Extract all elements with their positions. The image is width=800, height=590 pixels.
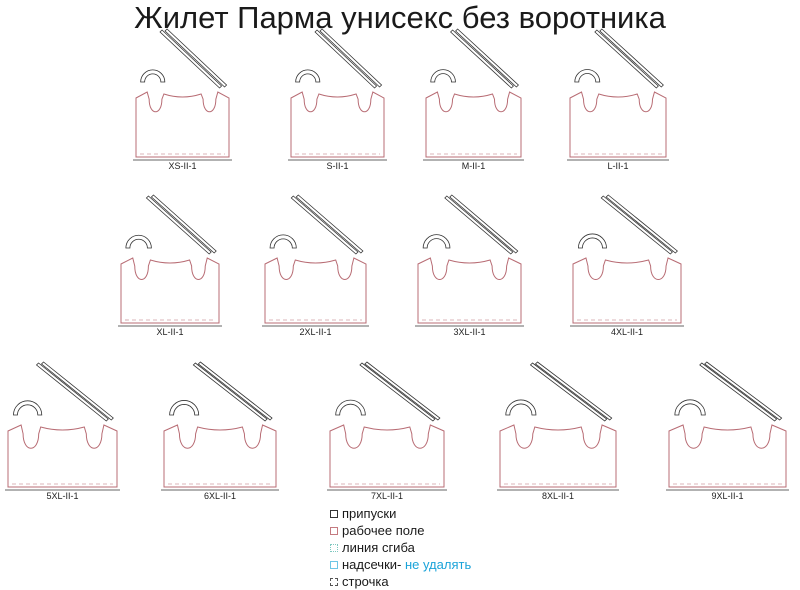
piece-label: 3XL-II-1 — [453, 327, 486, 337]
binding-strip — [595, 30, 658, 88]
binding-strip — [700, 363, 777, 421]
binding-strip — [160, 30, 222, 88]
binding-strip — [315, 30, 377, 88]
piece-label: M-II-1 — [461, 161, 486, 171]
page-title: Жилет Парма унисекс без воротника — [134, 0, 666, 35]
neck-facing-piece — [675, 400, 705, 415]
legend — [330, 505, 471, 590]
vest-bodice-outline — [291, 92, 384, 157]
vest-bodice-outline — [164, 425, 276, 487]
binding-strip — [445, 196, 513, 254]
vest-piece — [133, 29, 232, 171]
vest-piece — [415, 195, 524, 337]
vest-piece — [497, 362, 619, 501]
piece-label: 6XL-II-1 — [203, 491, 237, 501]
neck-facing-piece — [336, 400, 366, 415]
neck-facing-piece — [431, 70, 456, 82]
piece-label: L-II-1 — [607, 161, 629, 171]
legend-label: линия сгиба — [342, 540, 415, 555]
vest-bodice-outline — [418, 258, 521, 323]
binding-strip — [456, 29, 519, 87]
vest-bodice-outline — [136, 92, 229, 157]
neck-facing-piece — [423, 235, 450, 248]
piece-label: S-II-1 — [326, 161, 349, 171]
piece-label: 4XL-II-1 — [610, 327, 644, 337]
legend-item — [330, 522, 471, 539]
vest-bodice-outline — [570, 92, 666, 157]
binding-strip — [37, 363, 109, 421]
neck-facing-piece — [170, 400, 199, 415]
legend-item — [330, 539, 471, 556]
piece-label: XS-II-1 — [168, 161, 197, 171]
vest-piece — [5, 362, 120, 501]
binding-strip — [705, 362, 782, 420]
legend-label: припуски — [342, 506, 397, 521]
vest-piece — [567, 29, 669, 171]
legend-label: надсечки- — [342, 557, 405, 572]
piece-label: 8XL-II-1 — [541, 491, 575, 501]
neck-facing-piece — [13, 401, 41, 415]
vest-piece — [288, 29, 387, 171]
binding-strip — [165, 29, 227, 87]
vest-bodice-outline — [669, 425, 786, 487]
binding-strip — [365, 362, 440, 420]
binding-strip — [451, 30, 514, 88]
neck-facing-piece — [126, 235, 151, 248]
binding-strip — [535, 362, 611, 420]
legend-label: строчка — [342, 574, 389, 589]
neck-facing-piece — [141, 70, 165, 82]
swatch-notches — [330, 561, 338, 569]
binding-strip — [360, 363, 435, 421]
binding-strip — [606, 195, 677, 253]
vest-bodice-outline — [121, 258, 219, 323]
vest-bodice-outline — [500, 425, 616, 487]
binding-strip — [450, 195, 518, 253]
swatch-fold-line — [330, 544, 338, 552]
vest-bodice-outline — [330, 425, 444, 487]
piece-label: 2XL-II-1 — [299, 327, 332, 337]
binding-strip — [296, 195, 363, 253]
binding-strip — [151, 195, 216, 253]
vest-piece — [118, 195, 222, 337]
vest-bodice-outline — [426, 92, 521, 157]
swatch-work-area — [330, 527, 338, 535]
piece-label: 5XL-II-1 — [46, 491, 79, 501]
swatch-allowance — [330, 510, 338, 518]
vest-piece — [161, 362, 279, 501]
legend-accent: не удалять — [404, 557, 472, 572]
vest-bodice-outline — [265, 258, 366, 323]
neck-facing-piece — [578, 234, 606, 248]
binding-strip — [530, 363, 606, 421]
vest-bodice-outline — [573, 258, 681, 323]
vest-bodice-outline — [8, 425, 117, 487]
binding-strip — [193, 363, 267, 421]
binding-strip — [600, 29, 663, 87]
binding-strip — [601, 196, 672, 254]
neck-facing-piece — [575, 70, 600, 82]
neck-facing-piece — [506, 400, 536, 415]
vest-piece — [666, 362, 789, 501]
swatch-stitch — [330, 578, 338, 586]
vest-piece — [262, 195, 369, 337]
binding-strip — [320, 29, 382, 87]
vest-piece — [423, 29, 524, 171]
legend-label: рабочее поле — [342, 523, 425, 538]
binding-strip — [291, 196, 358, 254]
vest-piece — [570, 195, 684, 337]
binding-strip — [198, 362, 272, 420]
piece-label: XL-II-1 — [156, 327, 184, 337]
piece-label: 7XL-II-1 — [370, 491, 404, 501]
neck-facing-piece — [296, 70, 320, 82]
binding-strip — [42, 362, 114, 420]
binding-strip — [146, 196, 211, 254]
legend-item — [330, 556, 471, 573]
legend-item — [330, 505, 471, 522]
legend-item — [330, 573, 471, 590]
neck-facing-piece — [270, 235, 296, 248]
vest-piece — [327, 362, 447, 501]
piece-label: 9XL-II-1 — [711, 491, 744, 501]
